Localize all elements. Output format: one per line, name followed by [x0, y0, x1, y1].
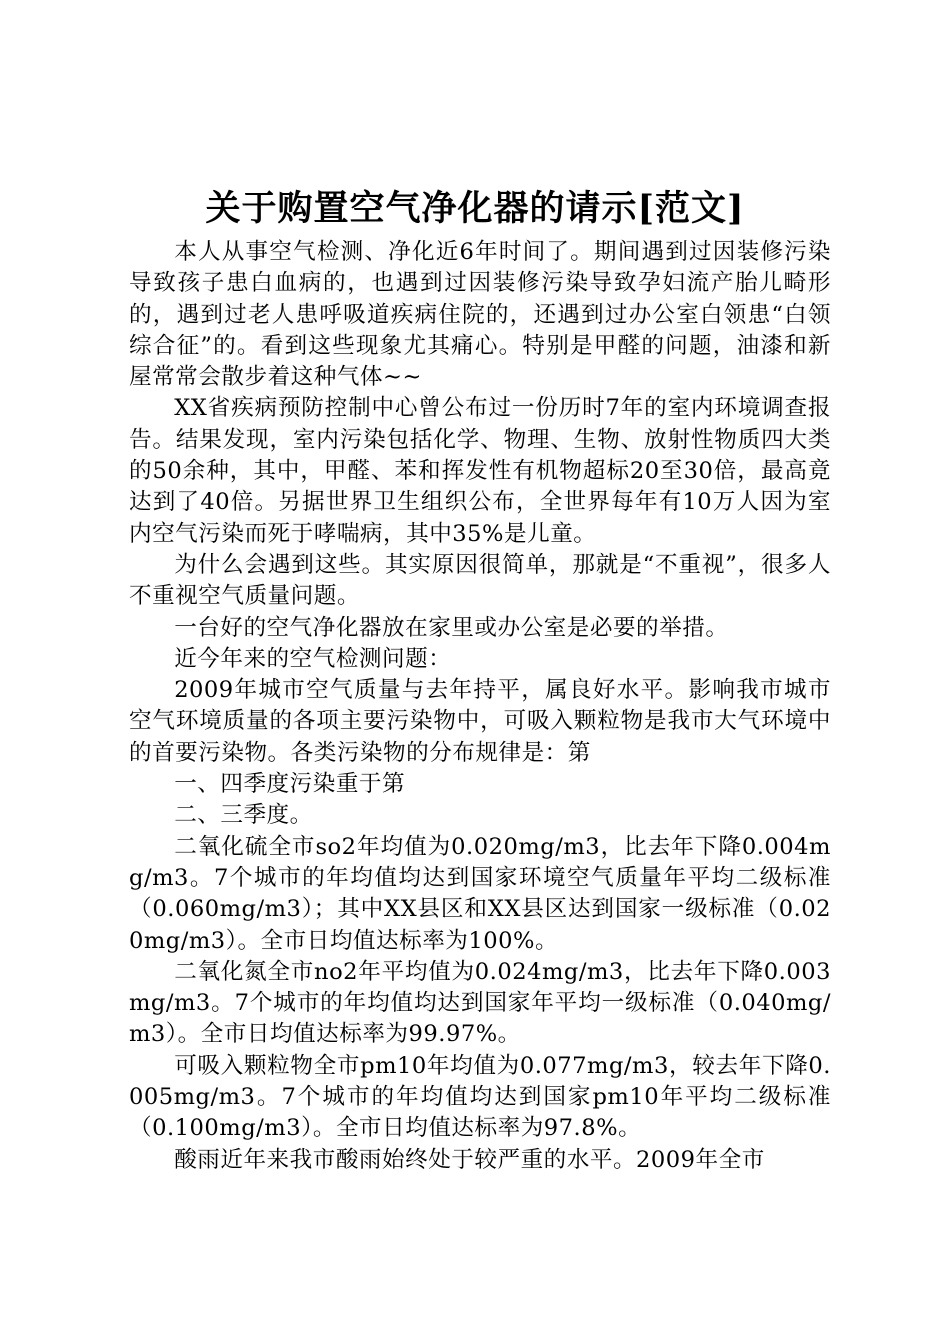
- paragraph-air-quality-2009: 2009年城市空气质量与去年持平，属良好水平。影响我市城市空气环境质量的各项主要污染物中，可吸入颗粒物是我市大气环境中的首要污染物。各类污染物的分布规律是：第: [129, 677, 831, 766]
- document-body: [129, 237, 831, 1176]
- document-title: 关于购置空气净化器的请示[范文]: [205, 188, 745, 229]
- paragraph-no2: 二氧化氮全市no2年平均值为0.024mg/m3，比去年下降0.003mg/m3。7个城市的年均值均达到国家年平均一级标准（0.040mg/m3）。全市日均值达标率为99.97%。: [129, 958, 831, 1048]
- paragraph-detection-heading: 近今年来的空气检测问题：: [174, 645, 452, 672]
- paragraph-intro: 本人从事空气检测、净化近6年时间了。期间遇到过因装修污染导致孩子患白血病的，也遇到过因装修污染导致孕妇流产胎儿畸形的，遇到过老人患呼吸道疾病住院的，还遇到过办公室白领患“白领综合征”的。看到这些现象尤其痛心。特别是甲醛的问题，油漆和新屋常常会散步着这种气体~~: [129, 239, 831, 391]
- paragraph-so2: 二氧化硫全市so2年均值为0.020mg/m3，比去年下降0.004mg/m3。7个城市的年均值均达到国家环境空气质量年平均二级标准（0.060mg/m3）；其中XX县区和XX县区达到国家一级标准（0.020mg/m3）。全市日均值达标率为100%。: [129, 833, 831, 954]
- paragraph-acid-rain: 酸雨近年来我市酸雨始终处于较严重的水平。2009年全市: [174, 1146, 765, 1173]
- paragraph-survey-report: XX省疾病预防控制中心曾公布过一份历时7年的室内环境调查报告。结果发现，室内污染包括化学、物理、生物、放射性物质四大类的50余种，其中，甲醛、苯和挥发性有机物超标20至30倍，最高竟达到了40倍。另据世界卫生组织公布，全世界每年有10万人因为室内空气污染而死于哮喘病，其中35%是儿童。: [129, 395, 831, 547]
- paragraph-quarters-1-4: 一、四季度污染重于第: [174, 771, 406, 798]
- paragraph-quarters-2-3: 二、三季度。: [174, 802, 313, 829]
- paragraph-pm10: 可吸入颗粒物全市pm10年均值为0.077mg/m3，较去年下降0.005mg/m3。7个城市的年均值均达到国家pm10年平均二级标准（0.100mg/m3）。全市日均值达标率为97.8%。: [129, 1052, 831, 1142]
- paragraph-reason: 为什么会遇到这些。其实原因很简单，那就是“不重视”，很多人不重视空气质量问题。: [129, 551, 831, 610]
- paragraph-recommendation: 一台好的空气净化器放在家里或办公室是必要的举措。: [174, 614, 729, 641]
